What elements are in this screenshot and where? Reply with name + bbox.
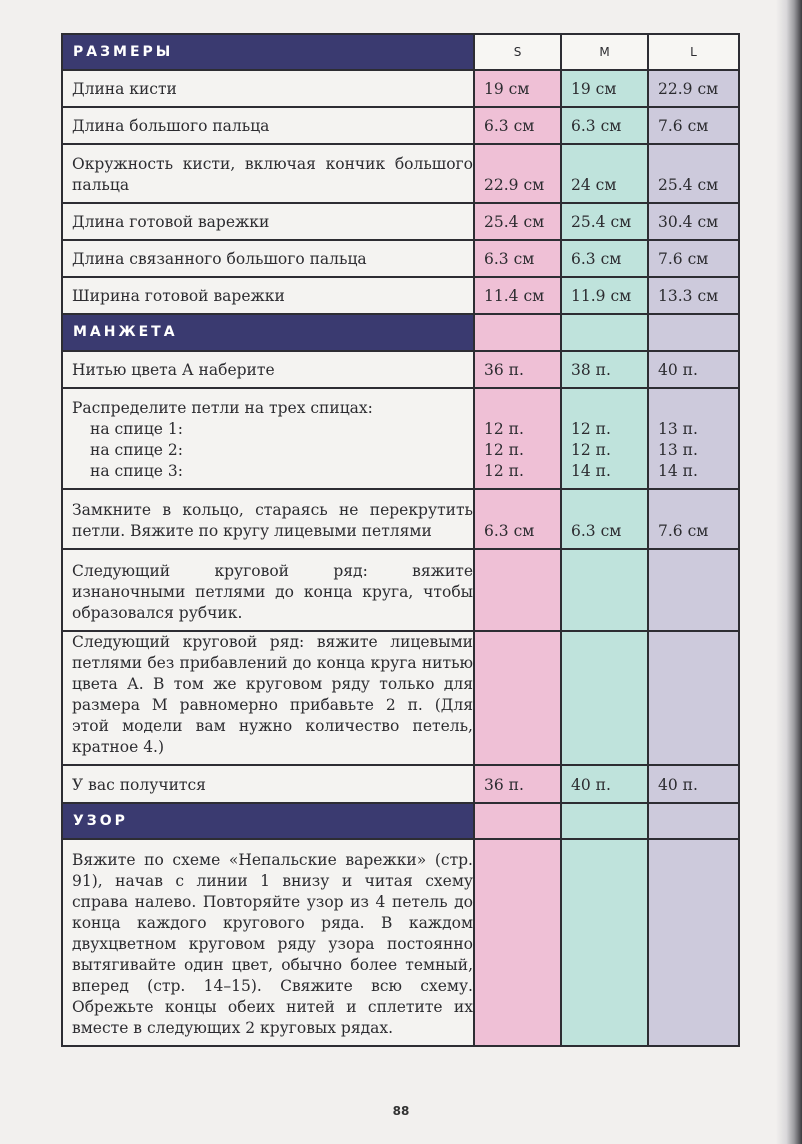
table-row: [62, 839, 739, 1046]
cell-size-l: 13.3 см: [648, 277, 739, 314]
row-label: Ширина готовой варежки: [62, 277, 474, 314]
table-row: [62, 765, 739, 803]
needle-3-s: 12 п.: [484, 462, 524, 480]
row-label: Длина кисти: [62, 70, 474, 107]
cell-size-l: 40 п.: [648, 765, 739, 803]
cell-size-s: 19 см: [474, 70, 561, 107]
cell-size-l: 40 п.: [648, 351, 739, 388]
cell-size-l: 25.4 см: [648, 144, 739, 203]
knitting-table: [61, 33, 740, 1047]
section-title-pattern: УЗОР: [62, 803, 474, 839]
row-label: Следующий круговой ряд: вяжите лицевыми петлями без прибавлений до конца круга нитью цвета А. В том же круговом ряду только для размера M равномерно прибавьте 2 п. (Для этой модели вам нужно количество петель, кратное 4.): [62, 631, 474, 765]
cell-size-l: 30.4 см: [648, 203, 739, 240]
row-label: Нитью цвета А наберите: [62, 351, 474, 388]
page-edge-shadow: [776, 0, 802, 1144]
cell-size-s: 6.3 см: [474, 240, 561, 277]
table-row: [62, 351, 739, 388]
cell-size-s: [474, 388, 561, 489]
table-row: [62, 203, 739, 240]
row-label: Замкните в кольцо, стараясь не перекрутить петли. Вяжите по кругу лицевыми петлями: [62, 489, 474, 549]
needle-2-m: 12 п.: [571, 441, 611, 459]
cell-size-s: 6.3 см: [474, 107, 561, 144]
row-label: [62, 388, 474, 489]
row-label: Окружность кисти, включая кончик большого пальца: [62, 144, 474, 203]
row-label: Следующий круговой ряд: вяжите изнаночными петлями до конца круга, чтобы образовался рубчик.: [62, 549, 474, 631]
section-header-sizes: [62, 34, 739, 70]
needle-1-label: на спице 1:: [90, 420, 183, 438]
cell-size-l: 22.9 см: [648, 70, 739, 107]
table-row: [62, 277, 739, 314]
needle-3-m: 14 п.: [571, 462, 611, 480]
needle-1-m: 12 п.: [571, 420, 611, 438]
needle-1-l: 13 п.: [658, 420, 698, 438]
distribute-label: Распределите петли на трех спицах:: [72, 399, 373, 417]
cell-size-m: 6.3 см: [561, 240, 648, 277]
cell-size-m: 11.9 см: [561, 277, 648, 314]
needle-2-label: на спице 2:: [90, 441, 183, 459]
size-header-l: L: [648, 34, 739, 70]
table-row: [62, 631, 739, 765]
needle-2-l: 13 п.: [658, 441, 698, 459]
cell-size-l: 7.6 см: [648, 107, 739, 144]
size-header-s: S: [474, 34, 561, 70]
cell-size-s: 6.3 см: [474, 489, 561, 549]
cell-size-m: 19 см: [561, 70, 648, 107]
needle-1-s: 12 п.: [484, 420, 524, 438]
cell-size-l: 7.6 см: [648, 240, 739, 277]
section-title-cuff: МАНЖЕТА: [62, 314, 474, 351]
cell-size-m: 25.4 см: [561, 203, 648, 240]
cell-size-s: 36 п.: [474, 351, 561, 388]
needle-3-label: на спице 3:: [90, 462, 183, 480]
section-title-sizes: РАЗМЕРЫ: [62, 34, 474, 70]
row-label: Длина готовой варежки: [62, 203, 474, 240]
needle-2-s: 12 п.: [484, 441, 524, 459]
cell-size-m: [561, 388, 648, 489]
pattern-instructions: Вяжите по схеме «Непальские варежки» (стр. 91), начав с линии 1 внизу и читая схему справа налево. Повторяйте узор из 4 петель до конца каждого кругового ряда. В каждом двухцветном круговом ряду узора постоянно вытягивайте один цвет, обычно более темный, вперед (стр. 14–15). Свяжите всю схему. Обрежьте концы обеих нитей и сплетите их вместе в следующих 2 круговых рядах.: [62, 839, 474, 1046]
cell-size-m: 40 п.: [561, 765, 648, 803]
section-header-pattern: [62, 803, 739, 839]
cell-size-m: 6.3 см: [561, 489, 648, 549]
cell-size-s: 36 п.: [474, 765, 561, 803]
section-header-cuff: [62, 314, 739, 351]
table-row: [62, 144, 739, 203]
table-row: [62, 489, 739, 549]
table-row: [62, 549, 739, 631]
row-label: Длина большого пальца: [62, 107, 474, 144]
cell-size-l: 7.6 см: [648, 489, 739, 549]
cell-size-s: 22.9 см: [474, 144, 561, 203]
row-label: Длина связанного большого пальца: [62, 240, 474, 277]
table-row: [62, 240, 739, 277]
row-label: У вас получится: [62, 765, 474, 803]
needle-3-l: 14 п.: [658, 462, 698, 480]
cell-size-m: 24 см: [561, 144, 648, 203]
table-row: [62, 388, 739, 489]
size-header-m: M: [561, 34, 648, 70]
page-number: 88: [392, 1104, 410, 1118]
cell-size-s: 11.4 см: [474, 277, 561, 314]
cell-size-m: 6.3 см: [561, 107, 648, 144]
cell-size-s: 25.4 см: [474, 203, 561, 240]
table-row: [62, 70, 739, 107]
cell-size-l: [648, 388, 739, 489]
cell-size-m: 38 п.: [561, 351, 648, 388]
table-row: [62, 107, 739, 144]
